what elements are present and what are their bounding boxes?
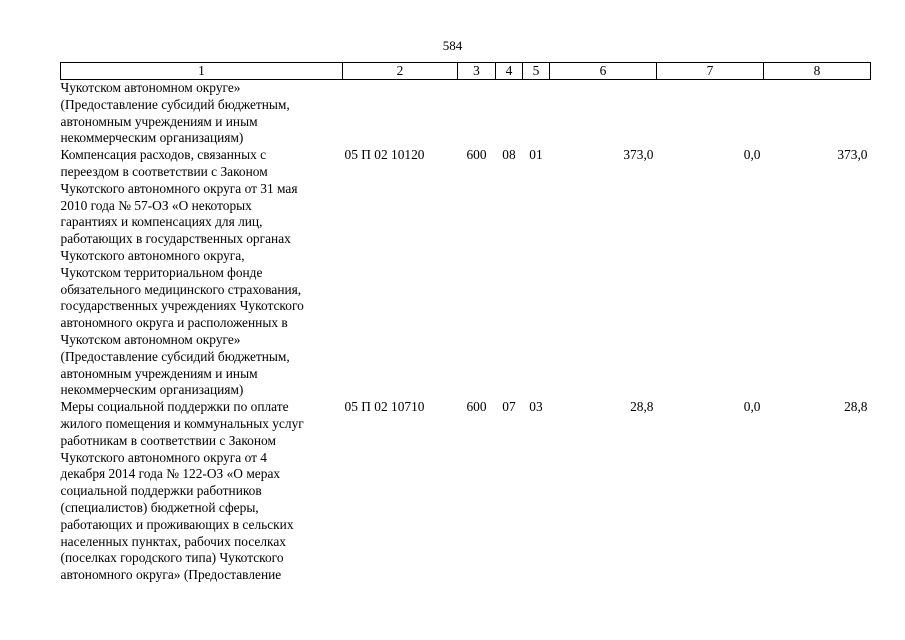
page-number: 584 bbox=[442, 38, 463, 53]
row-col-8: 28,8 bbox=[844, 399, 868, 415]
row-col-7: 0,0 bbox=[743, 399, 761, 415]
header-col-6: 6 bbox=[550, 63, 657, 80]
row-col-8: 373,0 bbox=[837, 147, 868, 163]
header-col-4: 4 bbox=[496, 63, 523, 80]
row-description: Компенсация расходов, связанных с переездом в соответствии с Законом Чукотского автономного округа от 31 мая 2010 года № 57-ОЗ «О некоторых гарантиях и компенсациях для лиц, работающих в государственных органах Чукотского автономного округа, Чукотском территориальном фонде обязательного медицинского страхования, государственных учреждениях Чукотского автономного округа и расположенных в Чукотском автономном округе» (Предоставление субсидий бюджетным, автономным учреждениям и иным некоммерческим организациям) bbox=[60, 147, 304, 398]
row-code: 05 П 02 10120 bbox=[344, 147, 425, 163]
row-col-8 bbox=[764, 80, 871, 148]
row-col-6 bbox=[550, 80, 657, 148]
row-col-4: 08 bbox=[502, 147, 516, 163]
table-row bbox=[61, 147, 871, 399]
row-col-3 bbox=[458, 80, 496, 148]
header-col-7: 7 bbox=[657, 63, 764, 80]
budget-table bbox=[60, 62, 871, 584]
row-col-3: 600 bbox=[466, 399, 487, 415]
row-col-5 bbox=[523, 80, 550, 148]
row-col-7 bbox=[657, 80, 764, 148]
row-col-5: 03 bbox=[529, 399, 543, 415]
row-col-5: 01 bbox=[529, 147, 543, 163]
row-code: 05 П 02 10710 bbox=[344, 399, 425, 415]
row-description: Чукотском автономном округе» (Предоставление субсидий бюджетным, автономным учреждениям и иным некоммерческим организациям) bbox=[60, 80, 290, 146]
row-col-3: 600 bbox=[466, 147, 487, 163]
header-col-2: 2 bbox=[343, 63, 458, 80]
row-col-4 bbox=[496, 80, 523, 148]
table-row bbox=[61, 80, 871, 148]
row-col-6: 373,0 bbox=[623, 147, 654, 163]
row-col-6: 28,8 bbox=[630, 399, 654, 415]
header-row bbox=[61, 63, 871, 80]
row-code bbox=[343, 80, 458, 148]
row-col-7: 0,0 bbox=[743, 147, 761, 163]
row-col-4: 07 bbox=[502, 399, 516, 415]
header-col-8: 8 bbox=[764, 63, 871, 80]
header-col-5: 5 bbox=[523, 63, 550, 80]
header-col-3: 3 bbox=[458, 63, 496, 80]
header-col-1: 1 bbox=[61, 63, 343, 80]
row-description: Меры социальной поддержки по оплате жилого помещения и коммунальных услуг работникам в соответствии с Законом Чукотского автономного округа от 4 декабря 2014 года № 122-ОЗ «О мерах социальной поддержки работников (специалистов) бюджетной сферы, работающих и проживающих в сельских населенных пунктах, рабочих поселках (поселках городского типа) Чукотского автономного округа» (Предоставление bbox=[60, 399, 304, 583]
table-row bbox=[61, 399, 871, 584]
